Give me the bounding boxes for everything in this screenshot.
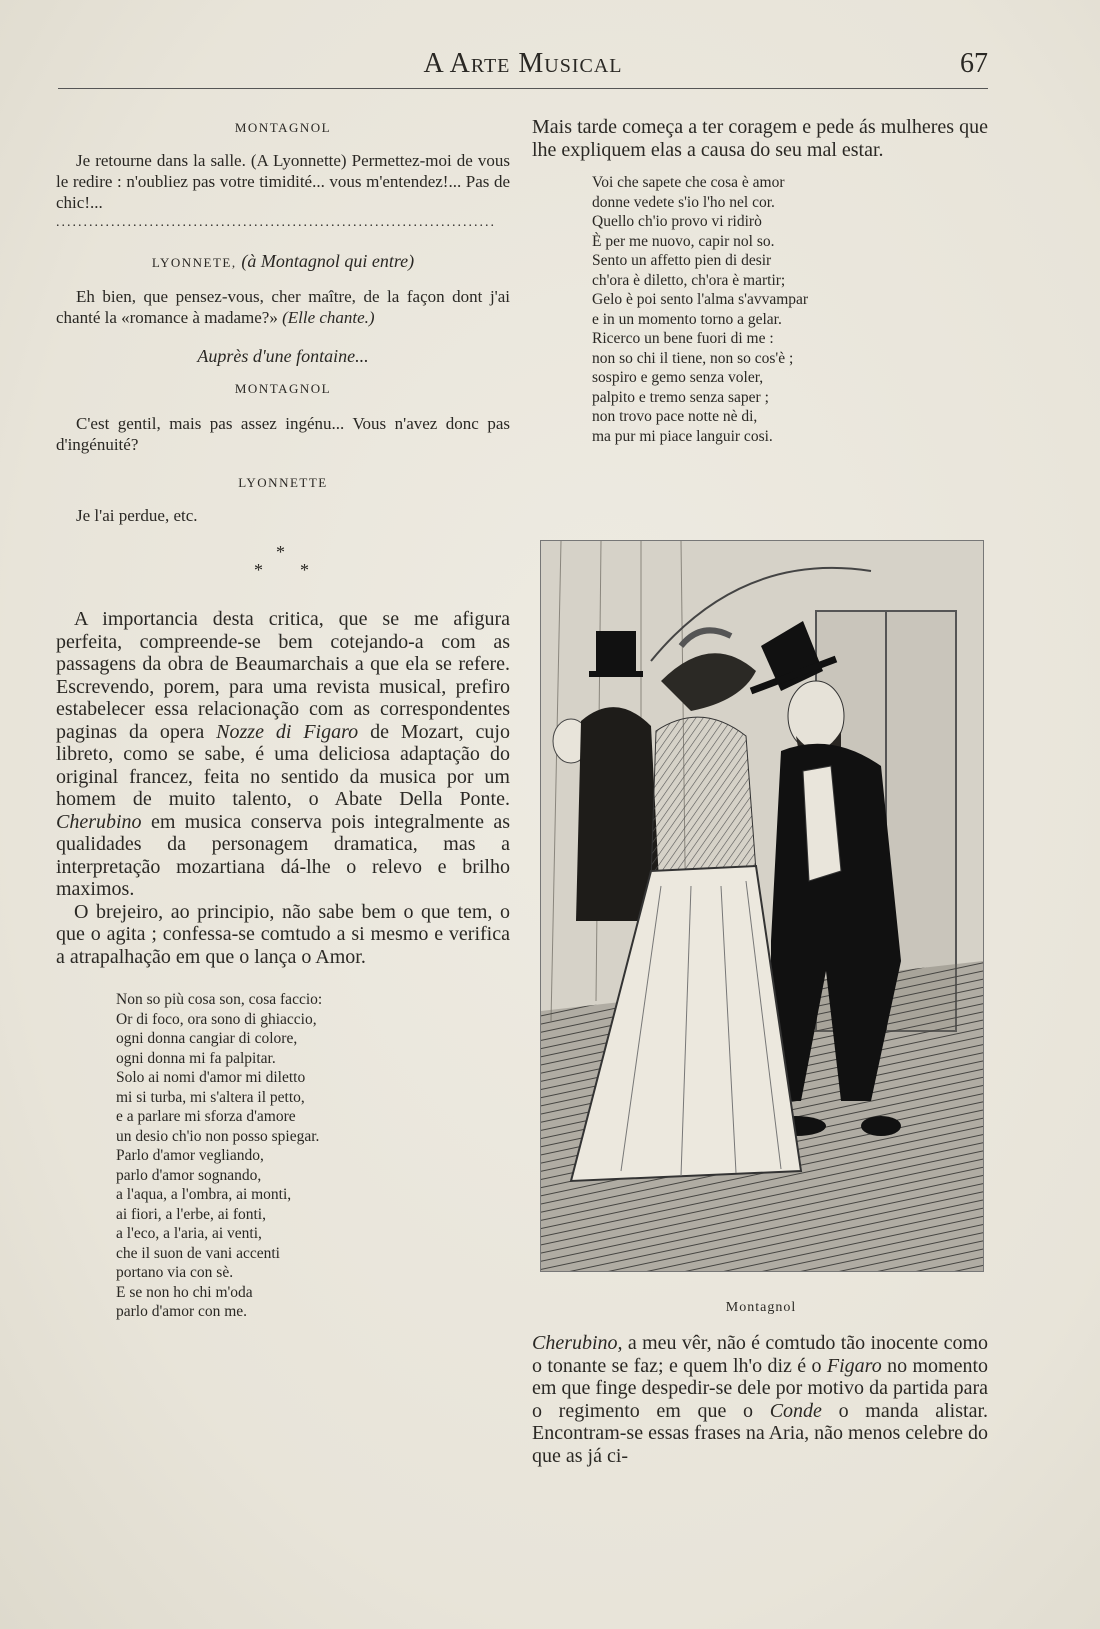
body-paragraph: Mais tarde começa a ter coragem e pede ás mulheres que lhe expliquem elas a causa do seu mal estar.: [532, 116, 988, 161]
poem-line: e in un momento torno a gelar.: [592, 310, 782, 328]
poem-line: Voi che sapete che cosa è amor: [592, 174, 785, 191]
body-text: de Mozart, cujo libreto, como se sabe, é uma deliciosa adaptação do original francez, feita no sentido da musica por um homem de muito talento, o Abate Della Ponte.: [56, 720, 510, 810]
poem-line: palpito e tremo senza saper ;: [592, 388, 769, 406]
song-title: Auprès d'une fontaine...: [197, 346, 369, 366]
character-name: Cherubino: [56, 810, 142, 833]
stage-direction: (Elle chante.): [282, 308, 375, 327]
body-paragraph: [56, 608, 510, 901]
opera-title: Nozze di Figaro: [216, 720, 359, 743]
poem-line: Ricerco un bene fuori di me :: [592, 330, 774, 347]
dialogue-paragraph: Je l'ai perdue, etc.: [76, 506, 198, 525]
poem-line: ogni donna cangiar di colore,: [116, 1030, 298, 1047]
stage-direction: (à Montagnol qui entre): [241, 251, 415, 271]
poem-line: a l'eco, a l'aria, ai venti,: [116, 1225, 262, 1242]
dotted-separator: ................................................................................: [56, 215, 496, 230]
character-name: Cherubino,: [532, 1332, 623, 1354]
body-paragraph: O brejeiro, ao principio, não sabe bem o que tem, o que o agita ; confessa-se comtudo a si mesmo e verifica a atrapalhação em que o lança o Amor.: [56, 900, 510, 968]
poem-line: ma pur mi piace languir cosi.: [592, 427, 773, 445]
illustration-caption: Montagnol: [725, 1300, 797, 1315]
body-paragraph: [532, 1332, 988, 1467]
character-name: Conde: [769, 1399, 822, 1422]
poem-line: un desio ch'io non posso spiegar.: [116, 1127, 320, 1145]
dialogue-text: Eh bien, que pensez-vous, cher maître, de la façon dont j'ai chanté la «romance à madame?»: [56, 287, 510, 327]
poem-line: Sento un affetto pien di desir: [592, 252, 772, 269]
asterisk: *: [254, 560, 263, 580]
poem-line: non trovo pace notte nè di,: [592, 408, 758, 425]
poem-line: E se non ho chi m'oda: [116, 1283, 253, 1301]
poem-line: non so chi il tiene, non so cos'è ;: [592, 349, 794, 367]
asterisk: *: [300, 560, 309, 580]
right-column-lower: [532, 1332, 988, 1467]
poem-line: Gelo è poi sento l'alma s'avvampar: [592, 291, 809, 308]
left-column: [56, 116, 510, 1322]
poem-voi-che-sapete: [592, 173, 988, 446]
body-text: em musica conserva pois integralmente as qualidades da personagem dramatica, mas a interpretação mozartiana dá-lhe o relevo e brilho maximos.: [56, 810, 510, 900]
poem-line: ch'ora è diletto, ch'ora è martir;: [592, 271, 786, 289]
poem-non-so-piu: [116, 990, 510, 1322]
right-column: [532, 116, 988, 446]
page-header: [58, 48, 988, 89]
journal-title: A Arte Musical: [423, 48, 623, 79]
page-number: 67: [960, 48, 988, 79]
speaker-lyonnette: LYONNETTE: [238, 475, 328, 490]
body-text: A importancia desta critica, que se me afigura perfeita, compreende-se bem cotejando-a com as passagens da obra de Beaumarchais a que ela se refere. Escrevendo, porem, para uma revista musical, prefiro estabelecer essa relacionação com as correspondentes paginas da opera: [56, 608, 510, 743]
poem-line: ogni donna mi fa palpitar.: [116, 1049, 276, 1067]
body-text: a meu vêr, não é comtudo tão inocente como o tonante se faz; e quem lh'o diz é o: [532, 1332, 988, 1377]
poem-line: che il suon de vani accenti: [116, 1244, 280, 1262]
poem-line: Solo ai nomi d'amor mi diletto: [116, 1069, 306, 1086]
illustration-montagnol: [540, 540, 984, 1272]
poem-line: e a parlare mi sforza d'amore: [116, 1108, 296, 1125]
poem-line: Parlo d'amor vegliando,: [116, 1147, 264, 1164]
poem-line: Or di foco, ora sono di ghiaccio,: [116, 1010, 317, 1028]
poem-line: sospiro e gemo senza voler,: [592, 369, 764, 386]
dialogue-paragraph: [56, 286, 510, 328]
poem-line: donne vedete s'io l'ho nel cor.: [592, 193, 775, 211]
poem-line: Quello ch'io provo vi ridirò: [592, 213, 762, 230]
poem-line: ai fiori, a l'erbe, ai fonti,: [116, 1205, 266, 1223]
poem-line: Non so più cosa son, cosa faccio:: [116, 991, 323, 1008]
body-text: o manda alistar. Encontram-se essas frases na Aria, não menos celebre do que as já ci-: [532, 1399, 988, 1467]
speaker-montagnol: MONTAGNOL: [234, 120, 332, 135]
poem-line: portano via con sè.: [116, 1264, 234, 1281]
asterisk: *: [276, 542, 285, 562]
poem-line: parlo d'amor sognando,: [116, 1166, 262, 1184]
poem-line: parlo d'amor con me.: [116, 1303, 248, 1320]
character-name: Figaro: [826, 1354, 882, 1377]
poem-line: a l'aqua, a l'ombra, ai monti,: [116, 1186, 292, 1203]
body-text: no momento em que finge despedir-se dele por motivo da partida para o regimento em que o: [532, 1354, 989, 1422]
speaker-montagnol: MONTAGNOL: [234, 381, 332, 396]
dialogue-paragraph: Je retourne dans la salle. (A Lyonnette) Permettez-moi de vous le redire : n'oubliez pas votre timidité... vous m'entendez!... Pas de chic!...: [56, 151, 510, 212]
asterism: [56, 526, 510, 590]
speaker-lyonnete: [56, 251, 510, 272]
poem-line: mi si turba, mi s'altera il petto,: [116, 1088, 305, 1106]
engraving-illustration: [541, 541, 983, 1271]
poem-line: È per me nuovo, capir nol so.: [592, 232, 775, 250]
speaker-name: LYONNETE,: [151, 255, 237, 270]
dialogue-paragraph: C'est gentil, mais pas assez ingénu... Vous n'avez donc pas d'ingénuité?: [56, 414, 510, 454]
